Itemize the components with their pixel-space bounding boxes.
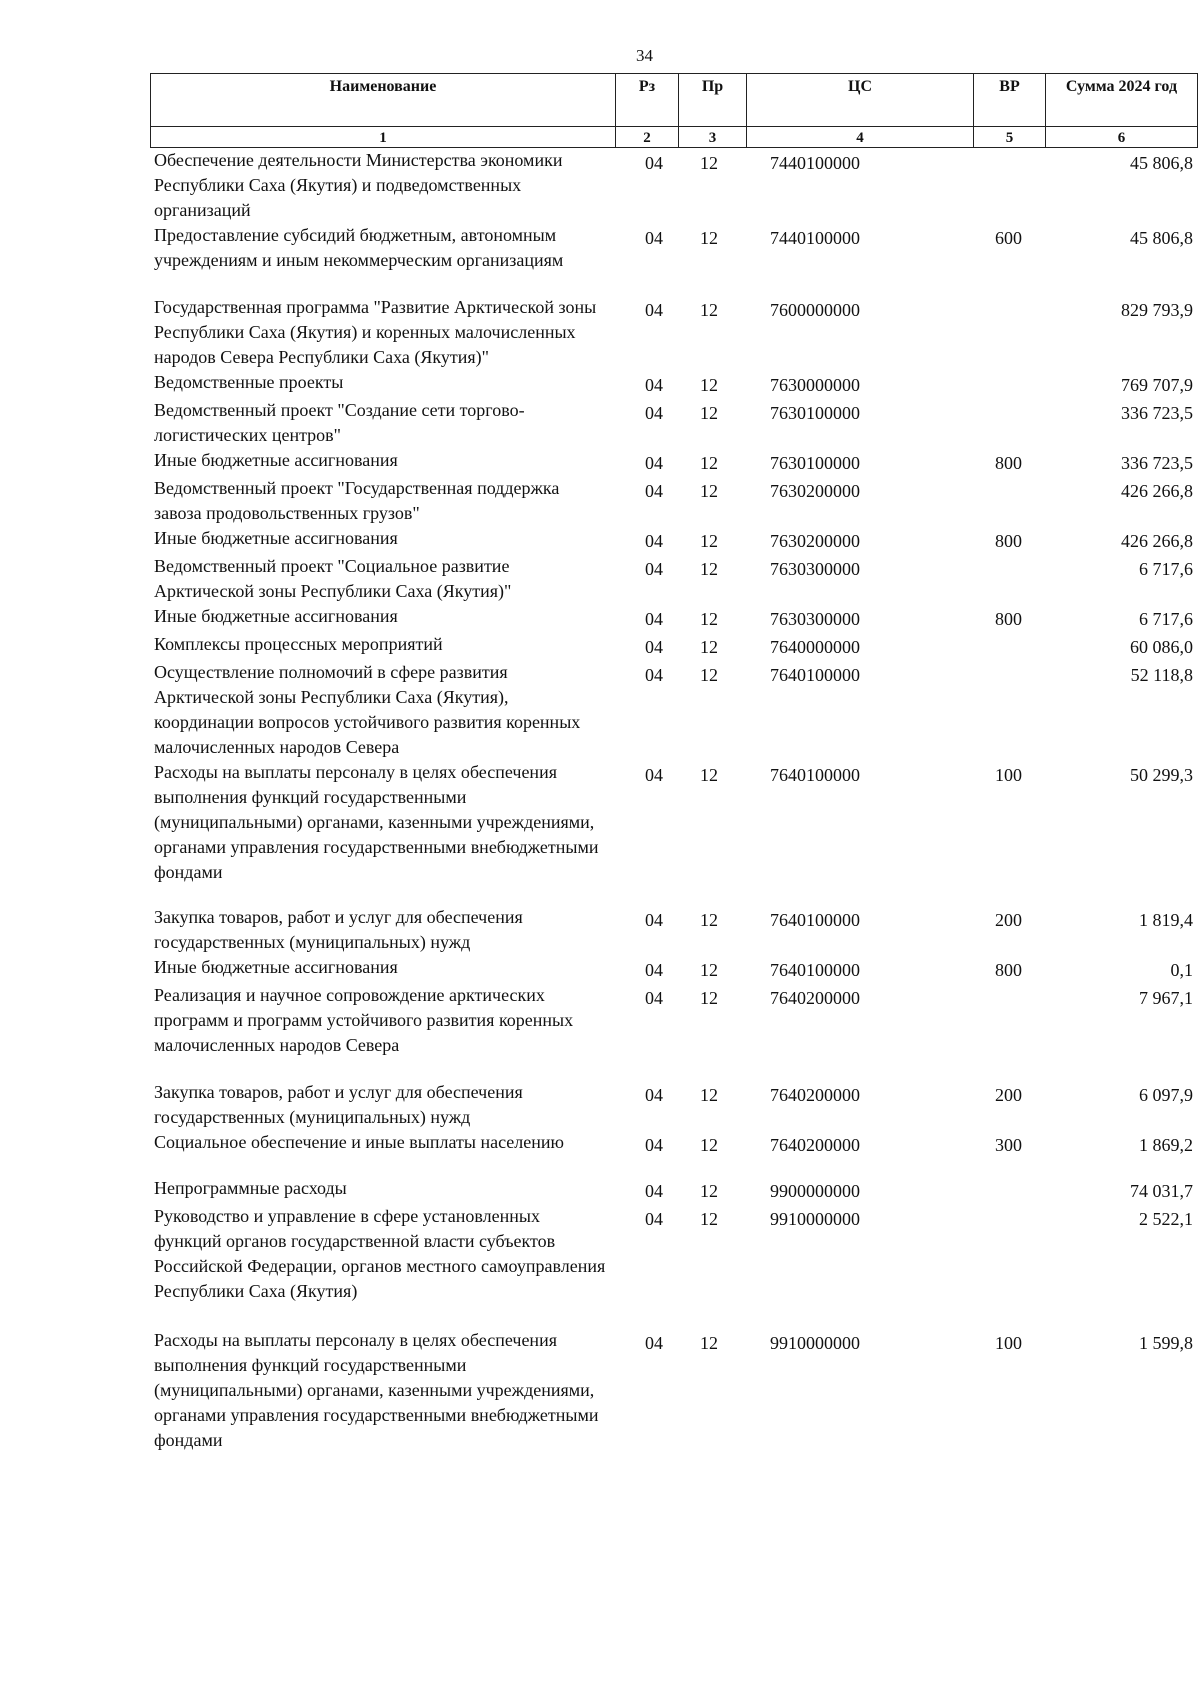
row-name: Непрограммные расходы [154,1178,347,1198]
row-pr-value: 12 [700,609,718,629]
row-pr [678,223,746,295]
row-sum [1045,554,1197,604]
row-pr [678,476,746,526]
table-row [150,526,1197,554]
row-pr-value: 12 [700,665,718,685]
table-row [150,398,1197,448]
row-pr-value: 12 [700,960,718,980]
row-rz-value: 04 [645,1181,663,1201]
row-vr [973,760,1045,905]
row-sum-value: 336 723,5 [1121,403,1193,423]
row-pr-value: 12 [700,300,718,320]
table-row [150,295,1197,370]
table-row [150,660,1197,760]
row-rz [615,476,678,526]
row-pr-value: 12 [700,1181,718,1201]
row-name: Руководство и управление в сфере установленных функций органов государственной власти субъектов Российской Федерации, органов местного самоуправления Республики Саха (Якутия) [154,1206,606,1301]
row-rz [615,955,678,983]
row-sum [1045,398,1197,448]
column-number: 4 [747,127,974,148]
row-rz [615,398,678,448]
row-pr [678,983,746,1080]
row-rz-value: 04 [645,453,663,473]
row-vr [973,476,1045,526]
row-pr-value: 12 [700,1085,718,1105]
row-vr [973,448,1045,476]
header-sum: Сумма 2024 год [1046,74,1198,127]
row-cs [746,905,973,955]
row-vr [973,604,1045,632]
row-sum-value: 45 806,8 [1130,153,1193,173]
row-name: Расходы на выплаты персоналу в целях обеспечения выполнения функций государственными (муниципальными) органами, казенными учреждениями, органами управления государственными внебюджетными фондами [154,1330,599,1450]
row-sum [1045,370,1197,398]
row-cs-value: 7630000000 [770,375,860,395]
row-name: Комплексы процессных мероприятий [154,634,443,654]
row-cs-value: 7630200000 [770,531,860,551]
header-pr: Пр [679,74,747,127]
row-cs-value: 7640200000 [770,1135,860,1155]
row-cs-value: 7640200000 [770,1085,860,1105]
header-cs: ЦС [747,74,974,127]
row-vr [973,1080,1045,1130]
row-rz-value: 04 [645,609,663,629]
budget-table-body [150,148,1197,1453]
row-pr-value: 12 [700,559,718,579]
row-cs-value: 7640100000 [770,960,860,980]
table-row [150,604,1197,632]
row-rz [615,223,678,295]
row-cs-value: 7630300000 [770,609,860,629]
row-name: Социальное обеспечение и иные выплаты населению [154,1132,564,1152]
table-row [150,1328,1197,1453]
row-rz-value: 04 [645,988,663,1008]
row-vr [973,1130,1045,1176]
row-name: Иные бюджетные ассигнования [154,957,398,977]
table-row [150,983,1197,1080]
row-name: Иные бюджетные ассигнования [154,606,398,626]
row-name: Государственная программа "Развитие Арктической зоны Республики Саха (Якутия) и коренных малочисленных народов Севера Республики Саха (Якутия)" [154,297,597,367]
row-vr-value: 600 [995,228,1022,248]
row-sum-value: 0,1 [1170,960,1193,980]
row-sum-value: 1 869,2 [1139,1135,1193,1155]
row-sum-value: 1 599,8 [1139,1333,1193,1353]
row-vr [973,1176,1045,1204]
row-cs [746,148,973,223]
row-pr [678,554,746,604]
row-rz [615,632,678,660]
row-rz [615,448,678,476]
row-pr-value: 12 [700,228,718,248]
row-pr-value: 12 [700,153,718,173]
row-vr [973,295,1045,370]
row-rz-value: 04 [645,559,663,579]
row-name: Предоставление субсидий бюджетным, автономным учреждениям и иным некоммерческим организациям [154,225,564,270]
row-cs [746,476,973,526]
table-header [150,73,1198,148]
row-pr-value: 12 [700,481,718,501]
table-row [150,1130,1197,1176]
row-rz-value: 04 [645,1333,663,1353]
row-pr [678,760,746,905]
row-cs-value: 9910000000 [770,1333,860,1353]
row-sum-value: 336 723,5 [1121,453,1193,473]
row-rz-value: 04 [645,153,663,173]
row-sum [1045,148,1197,223]
row-sum [1045,1176,1197,1204]
row-sum-value: 60 086,0 [1130,637,1193,657]
row-name: Иные бюджетные ассигнования [154,450,398,470]
row-pr-value: 12 [700,403,718,423]
row-sum-value: 50 299,3 [1130,765,1193,785]
row-cs-value: 7630100000 [770,403,860,423]
row-vr [973,148,1045,223]
row-sum [1045,223,1197,295]
row-rz [615,1204,678,1328]
row-rz [615,370,678,398]
row-cs-value: 7640100000 [770,910,860,930]
table-row [150,370,1197,398]
row-cs [746,955,973,983]
row-vr [973,955,1045,983]
row-rz-value: 04 [645,300,663,320]
row-rz [615,1328,678,1453]
row-vr [973,370,1045,398]
row-pr [678,1204,746,1328]
row-cs [746,448,973,476]
row-pr [678,1130,746,1176]
row-name: Ведомственный проект "Государственная поддержка завоза продовольственных грузов" [154,478,560,523]
row-vr-value: 100 [995,765,1022,785]
row-sum [1045,983,1197,1080]
page-number: 34 [636,46,653,65]
row-sum [1045,295,1197,370]
row-pr [678,905,746,955]
table-row [150,448,1197,476]
table-row [150,148,1197,223]
row-pr-value: 12 [700,1135,718,1155]
row-sum [1045,660,1197,760]
row-sum-value: 829 793,9 [1121,300,1193,320]
row-rz [615,526,678,554]
row-sum-value: 45 806,8 [1130,228,1193,248]
row-vr-value: 800 [995,960,1022,980]
row-rz [615,295,678,370]
table-row [150,760,1197,905]
table-row [150,905,1197,955]
row-rz [615,660,678,760]
row-rz [615,905,678,955]
table-row [150,955,1197,983]
row-pr [678,398,746,448]
row-rz-value: 04 [645,531,663,551]
row-cs [746,660,973,760]
row-sum [1045,526,1197,554]
row-vr [973,1328,1045,1453]
row-rz [615,554,678,604]
row-pr [678,1328,746,1453]
row-cs [746,760,973,905]
row-pr-value: 12 [700,765,718,785]
row-pr [678,660,746,760]
row-cs-value: 9900000000 [770,1181,860,1201]
table-row [150,554,1197,604]
row-pr [678,604,746,632]
row-sum-value: 2 522,1 [1139,1209,1193,1229]
header-rz: Рз [616,74,679,127]
row-cs [746,983,973,1080]
row-name: Обеспечение деятельности Министерства экономики Республики Саха (Якутия) и подведомственных организаций [154,150,563,220]
row-pr-value: 12 [700,531,718,551]
row-name: Закупка товаров, работ и услуг для обеспечения государственных (муниципальных) нужд [154,907,523,952]
row-cs [746,554,973,604]
column-number: 6 [1046,127,1198,148]
row-vr [973,1204,1045,1328]
row-pr [678,148,746,223]
row-rz [615,148,678,223]
header-name: Наименование [151,74,616,127]
row-cs-value: 7640000000 [770,637,860,657]
row-vr-value: 300 [995,1135,1022,1155]
row-cs [746,1176,973,1204]
row-name: Иные бюджетные ассигнования [154,528,398,548]
row-pr [678,448,746,476]
row-sum [1045,955,1197,983]
row-sum-value: 6 717,6 [1139,559,1193,579]
row-cs [746,526,973,554]
row-rz [615,604,678,632]
row-rz-value: 04 [645,375,663,395]
row-sum-value: 6 717,6 [1139,609,1193,629]
row-cs [746,632,973,660]
row-pr-value: 12 [700,988,718,1008]
row-cs-value: 7640100000 [770,765,860,785]
row-sum-value: 426 266,8 [1121,481,1193,501]
row-pr-value: 12 [700,910,718,930]
row-cs [746,398,973,448]
row-cs-value: 7640100000 [770,665,860,685]
row-sum [1045,1328,1197,1453]
row-cs [746,370,973,398]
row-rz [615,983,678,1080]
row-cs [746,1080,973,1130]
row-pr-value: 12 [700,1209,718,1229]
row-pr-value: 12 [700,375,718,395]
row-sum-value: 7 967,1 [1139,988,1193,1008]
row-vr [973,905,1045,955]
row-vr [973,983,1045,1080]
row-sum-value: 6 097,9 [1139,1085,1193,1105]
row-vr-value: 200 [995,1085,1022,1105]
row-rz-value: 04 [645,637,663,657]
row-rz-value: 04 [645,228,663,248]
table-row [150,1176,1197,1204]
row-sum [1045,476,1197,526]
row-rz-value: 04 [645,1135,663,1155]
row-sum-value: 426 266,8 [1121,531,1193,551]
row-name: Ведомственный проект "Социальное развитие Арктической зоны Республики Саха (Якутия)" [154,556,512,601]
row-cs [746,1328,973,1453]
row-vr-value: 800 [995,531,1022,551]
row-rz-value: 04 [645,960,663,980]
row-vr [973,526,1045,554]
row-cs-value: 7630300000 [770,559,860,579]
row-sum-value: 52 118,8 [1130,665,1193,685]
row-name: Расходы на выплаты персоналу в целях обеспечения выполнения функций государственными (муниципальными) органами, казенными учреждениями, органами управления государственными внебюджетными фондами [154,762,599,882]
row-vr [973,554,1045,604]
row-vr [973,632,1045,660]
budget-table-sheet [150,73,1193,1453]
row-pr [678,370,746,398]
row-rz [615,1130,678,1176]
row-rz-value: 04 [645,1085,663,1105]
row-sum [1045,1130,1197,1176]
table-row [150,1080,1197,1130]
row-sum [1045,604,1197,632]
row-pr [678,1080,746,1130]
row-sum-value: 769 707,9 [1121,375,1193,395]
row-cs [746,295,973,370]
row-rz [615,760,678,905]
row-pr [678,1176,746,1204]
table-row [150,632,1197,660]
row-sum [1045,1204,1197,1328]
row-rz-value: 04 [645,403,663,423]
row-cs-value: 7600000000 [770,300,860,320]
row-sum [1045,905,1197,955]
row-sum [1045,448,1197,476]
row-pr-value: 12 [700,1333,718,1353]
row-vr-value: 200 [995,910,1022,930]
row-vr [973,398,1045,448]
column-number: 2 [616,127,679,148]
row-vr-value: 800 [995,453,1022,473]
column-number: 5 [974,127,1046,148]
table-row [150,1204,1197,1328]
row-rz-value: 04 [645,765,663,785]
row-cs [746,1204,973,1328]
row-pr [678,526,746,554]
row-sum [1045,632,1197,660]
row-rz [615,1176,678,1204]
row-rz-value: 04 [645,910,663,930]
row-sum-value: 74 031,7 [1130,1181,1193,1201]
row-name: Ведомственные проекты [154,372,344,392]
row-cs-value: 7440100000 [770,153,860,173]
row-name: Ведомственный проект "Создание сети торгово-логистических центров" [154,400,525,445]
row-rz-value: 04 [645,665,663,685]
row-sum [1045,760,1197,905]
row-cs-value: 7630200000 [770,481,860,501]
row-cs [746,223,973,295]
row-rz-value: 04 [645,481,663,501]
row-cs-value: 7640200000 [770,988,860,1008]
row-rz-value: 04 [645,1209,663,1229]
table-row [150,223,1197,295]
row-sum-value: 1 819,4 [1139,910,1193,930]
row-vr [973,223,1045,295]
row-cs [746,604,973,632]
row-cs [746,1130,973,1176]
row-pr [678,632,746,660]
row-cs-value: 9910000000 [770,1209,860,1229]
column-number: 1 [151,127,616,148]
column-number: 3 [679,127,747,148]
row-pr-value: 12 [700,453,718,473]
row-sum [1045,1080,1197,1130]
row-cs-value: 7440100000 [770,228,860,248]
row-pr [678,295,746,370]
row-name: Реализация и научное сопровождение арктических программ и программ устойчивого развития коренных малочисленных народов Севера [154,985,574,1055]
row-vr-value: 100 [995,1333,1022,1353]
header-vr: ВР [974,74,1046,127]
row-pr [678,955,746,983]
table-row [150,476,1197,526]
row-name: Осуществление полномочий в сфере развития Арктической зоны Республики Саха (Якутия), координации вопросов устойчивого развития коренных малочисленных народов Севера [154,662,581,757]
row-vr-value: 800 [995,609,1022,629]
row-cs-value: 7630100000 [770,453,860,473]
row-rz [615,1080,678,1130]
row-name: Закупка товаров, работ и услуг для обеспечения государственных (муниципальных) нужд [154,1082,523,1127]
row-vr [973,660,1045,760]
row-pr-value: 12 [700,637,718,657]
